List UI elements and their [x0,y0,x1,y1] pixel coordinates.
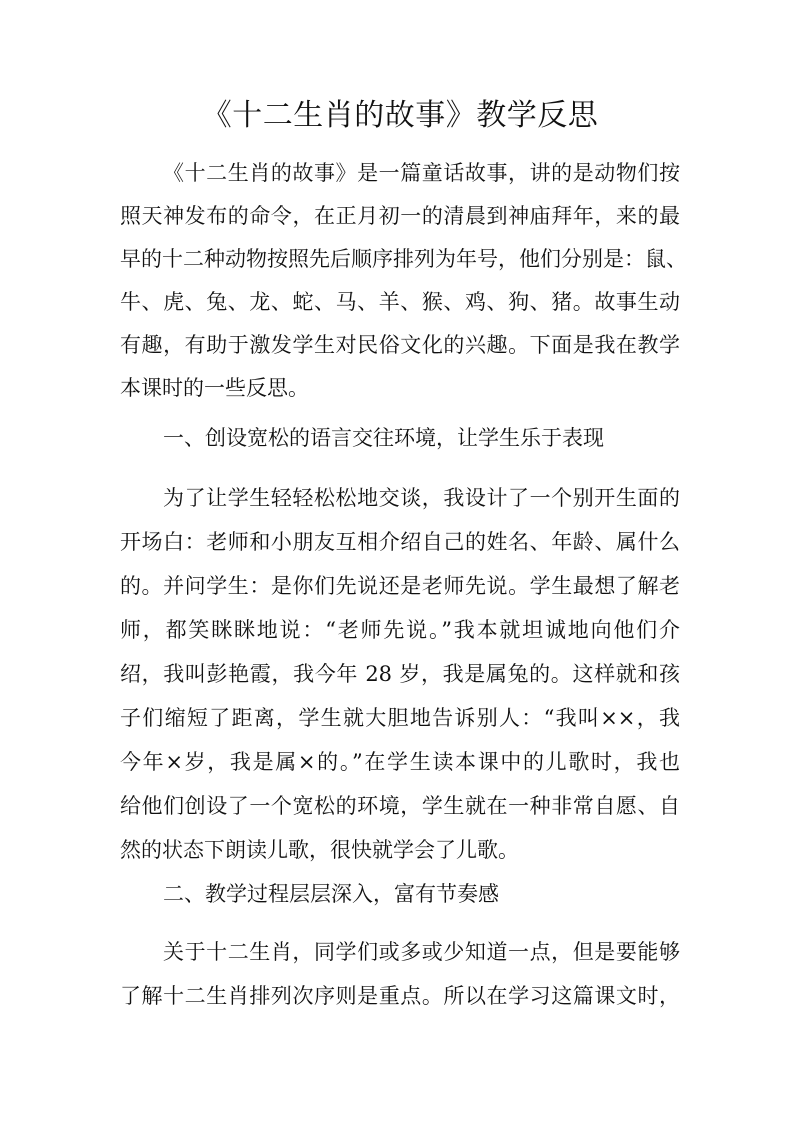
paragraph-line: 照天神发布的命令，在正月初一的清晨到神庙拜年，来的最 [120,204,680,228]
paragraph-line: 给他们创设了一个宽松的环境，学生就在一种非常自愿、自 [120,794,680,818]
paragraph-line: 有趣，有助于激发学生对民俗文化的兴趣。下面是我在教学 [120,333,680,357]
paragraph-line: 然的状态下朗读儿歌，很快就学会了儿歌。 [120,838,519,862]
paragraph-line: 为了让学生轻轻松松地交谈，我设计了一个别开生面的 [163,486,680,510]
section-heading-2: 二、教学过程层层深入，富有节奏感 [163,882,499,906]
paragraph-line: 牛、虎、兔、龙、蛇、马、羊、猴、鸡、狗、猪。故事生动 [120,290,680,314]
paragraph-line: 关于十二生肖，同学们或多或少知道一点，但是要能够 [163,940,680,964]
paragraph-line: 绍，我叫彭艳霞，我今年 28 岁，我是属兔的。这样就和孩 [120,662,680,686]
paragraph-line: 了解十二生肖排列次序则是重点。所以在学习这篇课文时， [120,984,680,1008]
paragraph-line: 开场白：老师和小朋友互相介绍自己的姓名、年龄、属什么 [120,530,680,554]
paragraph-line: 今年×岁，我是属×的。”在学生读本课中的儿歌时，我也 [120,750,680,774]
paragraph-line: 子们缩短了距离，学生就大胆地告诉别人：“我叫××，我 [120,706,680,730]
paragraph-line: 师，都笑眯眯地说：“老师先说。”我本就坦诚地向他们介 [120,618,680,642]
paragraph-line: 本课时的一些反思。 [120,376,309,400]
section-heading-1: 一、创设宽松的语言交往环境，让学生乐于表现 [163,426,604,450]
paragraph-line: 的。并问学生：是你们先说还是老师先说。学生最想了解老 [120,574,680,598]
document-title: 《十二生肖的故事》教学反思 [201,98,599,133]
paragraph-line: 早的十二种动物按照先后顺序排列为年号，他们分别是：鼠、 [120,247,687,271]
paragraph-line: 《十二生肖的故事》是一篇童话故事，讲的是动物们按 [163,161,680,185]
